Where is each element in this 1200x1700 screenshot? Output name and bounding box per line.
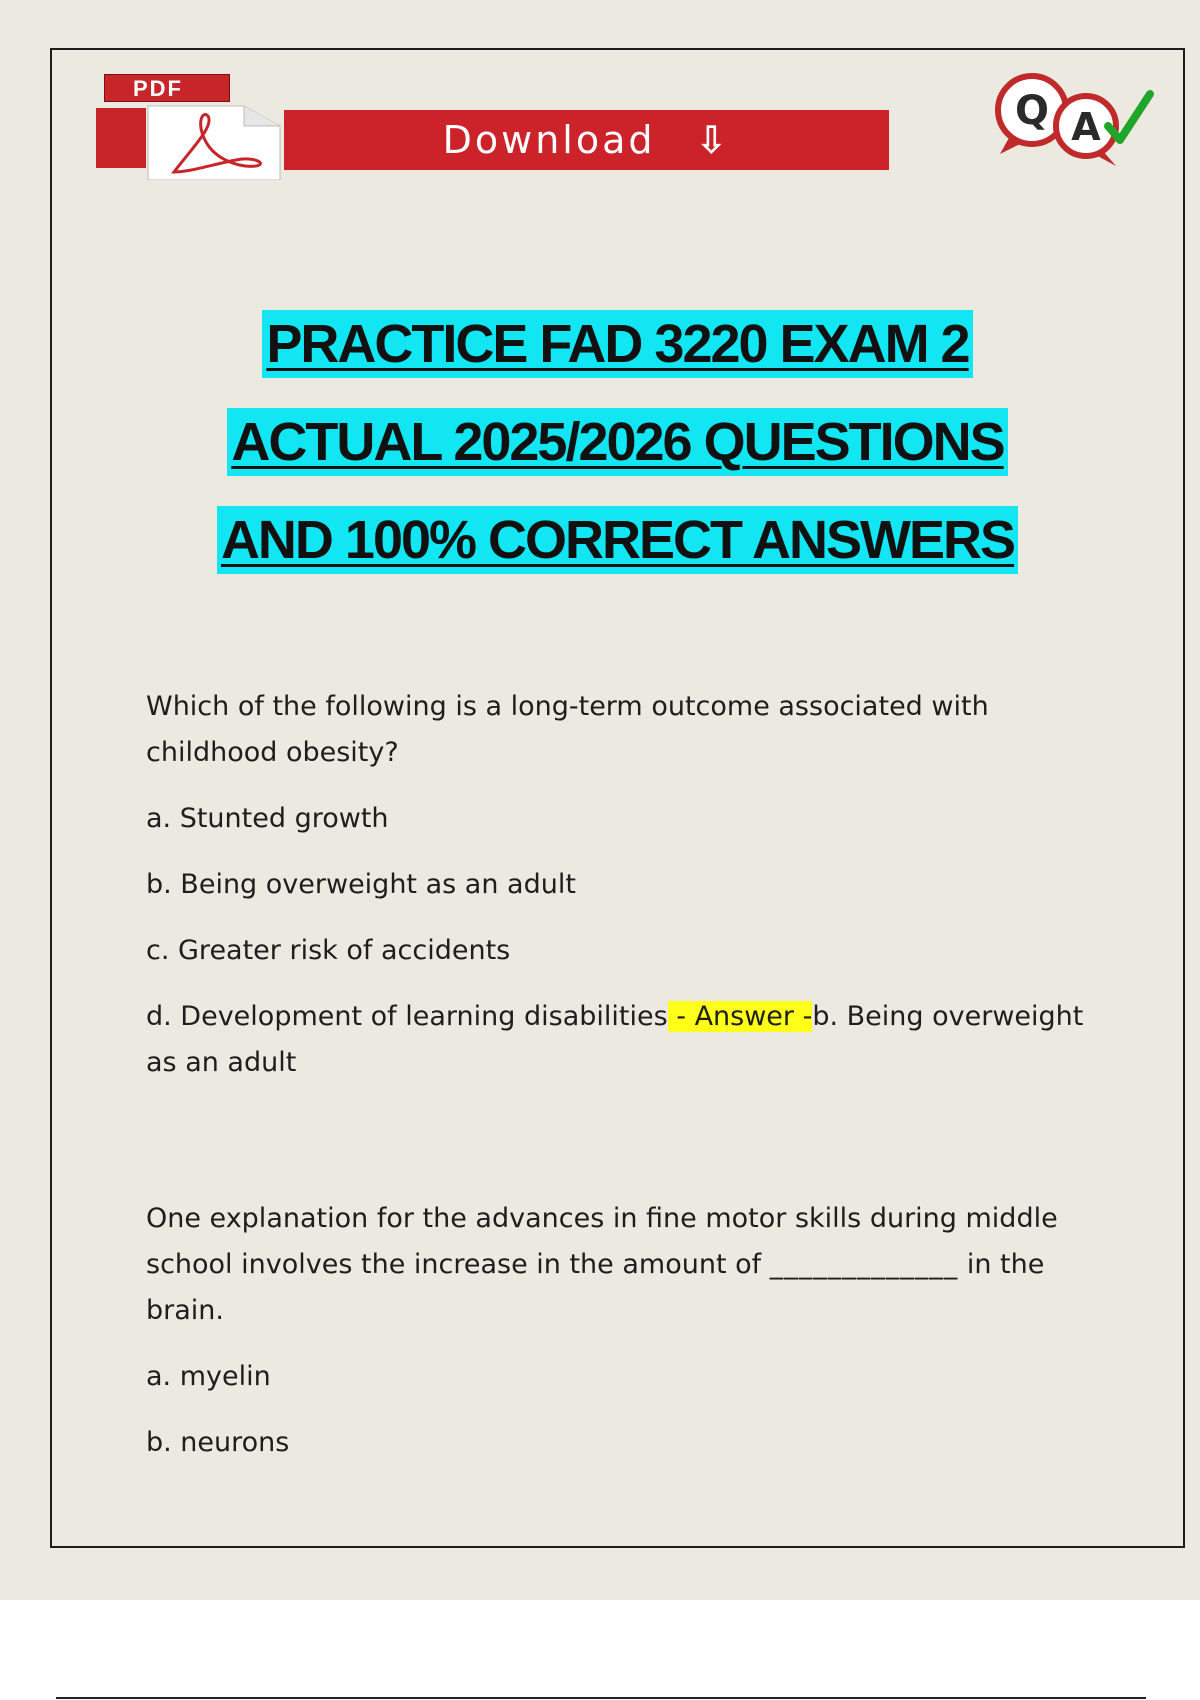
question-2 [146, 1196, 1096, 1466]
download-button[interactable] [284, 110, 889, 170]
title-line-3: AND 100% CORRECT ANSWERS [217, 506, 1018, 574]
question-2-text-after: in the brain. [146, 1249, 1045, 1326]
footer-divider [56, 1697, 1146, 1699]
download-arrow-icon: ⇩ [695, 118, 731, 162]
banner-left-bar [96, 108, 146, 168]
document-title [0, 310, 1200, 604]
download-label: Download [442, 118, 656, 162]
title-line-1: PRACTICE FAD 3220 EXAM 2 [262, 310, 972, 378]
qa-logo-a: A [1071, 105, 1101, 149]
question-2-blank: _____________ [769, 1249, 959, 1280]
question-2-option-a: a. myelin [146, 1361, 271, 1392]
qa-logo-q: Q [1014, 88, 1050, 134]
question-1 [146, 684, 1096, 1086]
qa-logo [990, 70, 1160, 170]
question-2-text [146, 1196, 1096, 1334]
question-1-option-b: b. Being overweight as an adult [146, 869, 576, 900]
question-1-option-d: d. Development of learning disabilities [146, 1001, 668, 1032]
question-1-option-d-with-answer [146, 994, 1096, 1086]
title-line-2: ACTUAL 2025/2026 QUESTIONS [227, 408, 1007, 476]
question-2-text-before: One explanation for the advances in fine motor skills during middle school involves the increase in the amount of [146, 1203, 1058, 1280]
question-2-option-b: b. neurons [146, 1427, 290, 1458]
questions-section [146, 684, 1096, 1466]
question-1-option-c: c. Greater risk of accidents [146, 935, 511, 966]
pdf-download-banner[interactable] [96, 70, 796, 180]
question-1-option-a: a. Stunted growth [146, 803, 389, 834]
answer-marker: - Answer - [667, 1001, 813, 1032]
question-1-text: Which of the following is a long-term outcome associated with childhood obesity? [146, 691, 989, 768]
question-1-answer: b. Being overweight as an adult [146, 1001, 1084, 1078]
pdf-tab-label: PDF [104, 74, 230, 102]
